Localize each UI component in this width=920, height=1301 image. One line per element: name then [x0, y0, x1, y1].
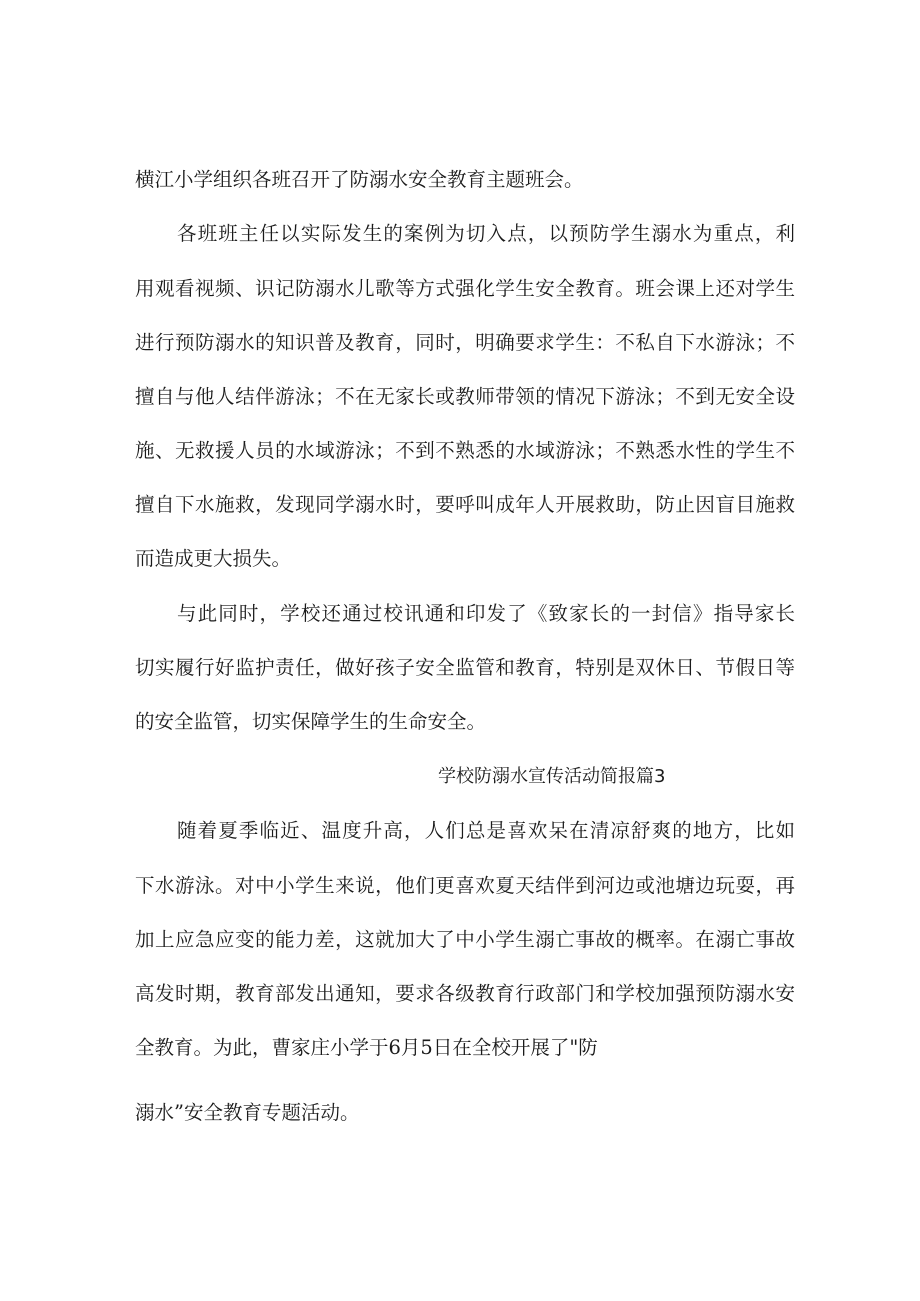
- paragraph-4-line-2: 下水游泳。对中小学生来说，他们更喜欢夏天结伴到河边或池塘边玩耍，再: [135, 874, 795, 897]
- paragraph-4-line-5: 全教育。为此，曹家庄小学于6月5日在全校开展了"防: [135, 1036, 598, 1059]
- paragraph-2-line-3: 进行预防溺水的知识普及教育，同时，明确要求学生：不私自下水游泳；不: [135, 331, 795, 354]
- paragraph-2-line-7: 而造成更大损失。: [135, 547, 292, 570]
- paragraph-4-line-3: 加上应急应变的能力差，这就加大了中小学生溺亡事故的概率。在溺亡事故: [135, 928, 795, 951]
- paragraph-3-line-3: 的安全监管，切实保障学生的生命安全。: [135, 710, 487, 733]
- paragraph-2-line-2: 用观看视频、识记防溺水儿歌等方式强化学生安全教育。班会课上还对学生: [135, 277, 795, 300]
- paragraph-4-line-4: 高发时期，教育部发出通知，要求各级教育行政部门和学校加强预防溺水安: [135, 982, 795, 1005]
- paragraph-3-line-2: 切实履行好监护责任，做好孩子安全监管和教育，特别是双休日、节假日等: [135, 656, 795, 679]
- paragraph-3-line-1: 与此同时，学校还通过校讯通和印发了《致家长的一封信》指导家长: [177, 602, 795, 625]
- paragraph-4-line-1: 随着夏季临近、温度升高，人们总是喜欢呆在清凉舒爽的地方，比如: [177, 819, 795, 842]
- paragraph-2-line-4: 擅自与他人结伴游泳；不在无家长或教师带领的情况下游泳；不到无安全设: [135, 385, 795, 408]
- section-heading: 学校防溺水宣传活动简报篇3: [438, 766, 666, 787]
- paragraph-2-line-6: 擅自下水施救，发现同学溺水时，要呼叫成年人开展救助，防止因盲目施救: [135, 493, 795, 516]
- paragraph-2-line-1: 各班班主任以实际发生的案例为切入点，以预防学生溺水为重点，利: [177, 222, 795, 245]
- paragraph-1-line-1: 横江小学组织各班召开了防溺水安全教育主题班会。: [135, 168, 584, 191]
- paragraph-4-line-6: 溺水”安全教育专题活动。: [135, 1101, 360, 1124]
- paragraph-2-line-5: 施、无救援人员的水域游泳；不到不熟悉的水域游泳；不熟悉水性的学生不: [135, 439, 795, 462]
